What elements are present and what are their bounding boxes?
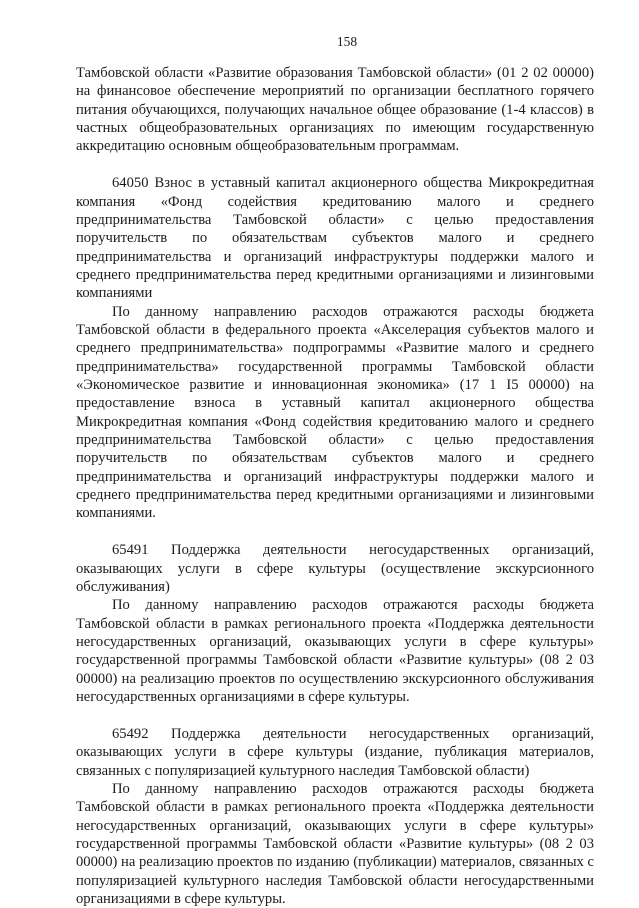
paragraph-64050-heading: 64050 Взнос в уставный капитал акционерного общества Микрокредитная компания «Фонд содействия кредитованию малого и среднего предпринимательства Тамбовской области» с целью предоставления поручительств по обязательствам субъектов малого и среднего предпринимательства и организаций инфраструктуры поддержки малого и среднего предпринимательства перед кредитными организациями и лизинговыми компаниями xyxy=(76,175,594,302)
paragraph-gap xyxy=(76,156,594,175)
paragraph-65491-description: По данному направлению расходов отражаются расходы бюджета Тамбовской области в рамках регионального проекта «Поддержка деятельности негосударственных организаций, оказывающих услуги в сфере культуры» государственной программы Тамбовской области «Развитие культуры» (08 2 03 00000) на реализацию проектов по осуществлению экскурсионного обслуживания негосударственных организациями в сфере культуры. xyxy=(76,597,594,705)
document-body xyxy=(76,64,594,908)
paragraph-64050-description: По данному направлению расходов отражаются расходы бюджета Тамбовской области в федерального проекта «Акселерация субъектов малого и среднего предпринимательства» подпрограммы «Развитие малого и среднего предпринимательства» государственной программы Тамбовской области «Экономическое развитие и инновационная экономика» (17 1 I5 00000) на предоставление взноса в уставный капитал акционерного общества Микрокредитная компания «Фонд содействия кредитованию малого и среднего предпринимательства Тамбовской области» с целью предоставления поручительств по обязательствам субъектов малого и среднего предпринимательства и организаций инфраструктуры поддержки малого и среднего предпринимательства перед кредитными организациями и лизинговыми компаниями. xyxy=(76,303,594,522)
page-number: 158 xyxy=(336,34,358,49)
paragraph-65492-description: По данному направлению расходов отражаются расходы бюджета Тамбовской области в рамках регионального проекта «Поддержка деятельности негосударственных организаций, оказывающих услуги в сфере культуры» государственной программы Тамбовской области «Развитие культуры» (08 2 03 00000) на реализацию проектов по изданию (публикации) материалов, связанных с популяризацией культурного наследия Тамбовской области негосударственными организациями в сфере культуры. xyxy=(76,780,594,907)
paragraph-school-meals: Тамбовской области «Развитие образования Тамбовской области» (01 2 02 00000) на финансовое обеспечение мероприятий по организации бесплатного горячего питания обучающихся, получающих начальное общее образование (1-4 классов) в частных общеобразовательных организациях по имеющим государственную аккредитацию основным общеобразовательным программам. xyxy=(76,65,594,155)
paragraph-65492-heading: 65492 Поддержка деятельности негосударственных организаций, оказывающих услуги в сфере культуры (издание, публикация материалов, связанных с популяризацией культурного наследия Тамбовской области) xyxy=(76,725,594,779)
paragraph-65491-heading: 65491 Поддержка деятельности негосударственных организаций, оказывающих услуги в сфере культуры (осуществление экскурсионного обслуживания) xyxy=(76,542,594,595)
paragraph-gap xyxy=(76,523,594,542)
paragraph-gap xyxy=(76,706,594,725)
